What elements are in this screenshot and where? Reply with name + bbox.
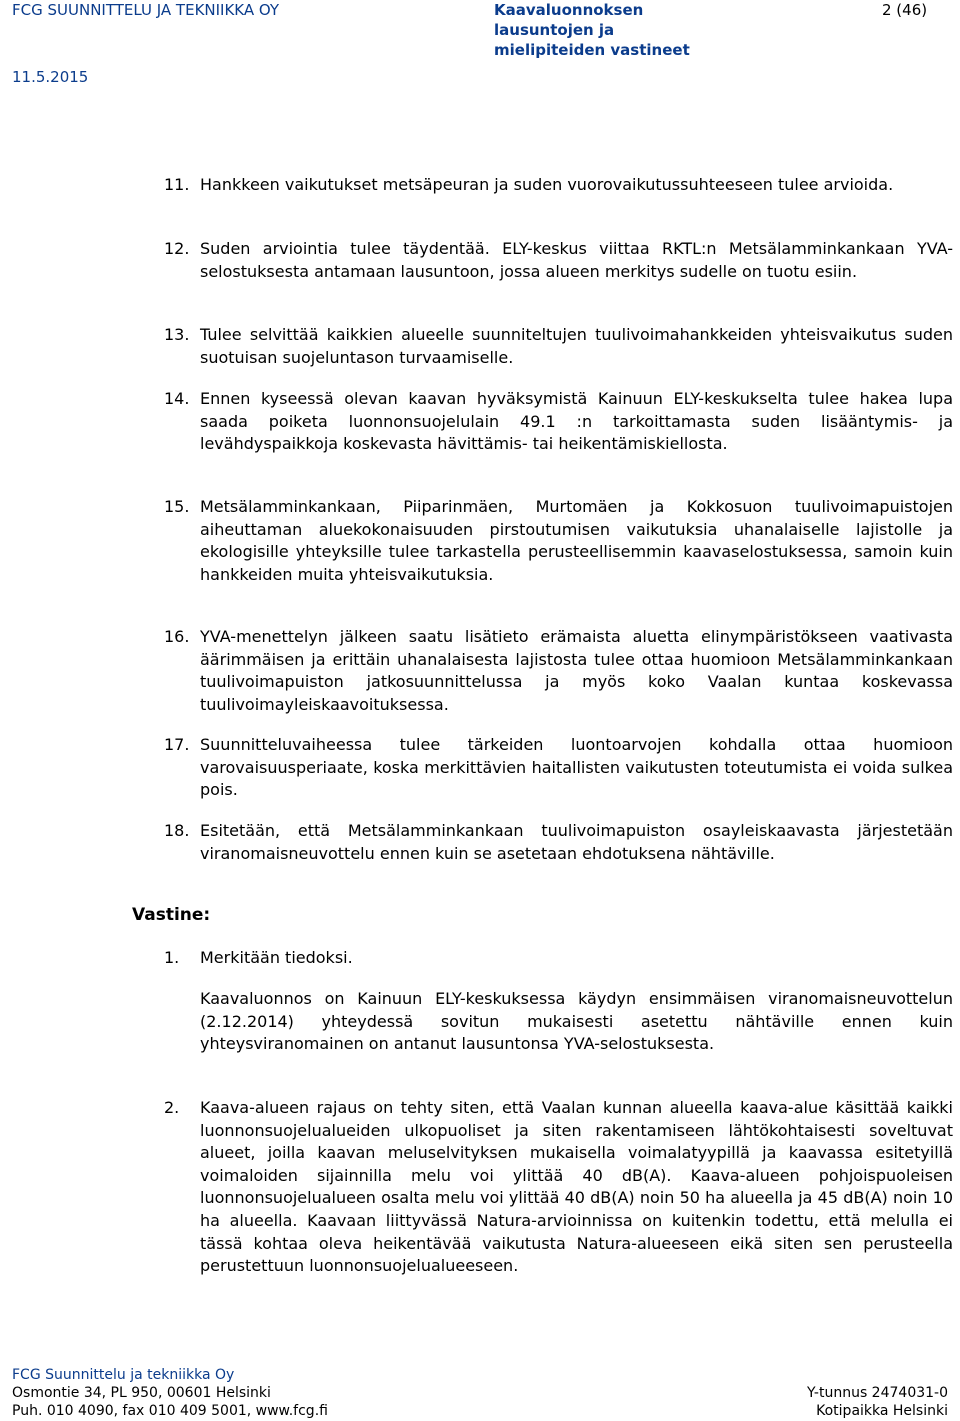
item-number	[164, 988, 200, 1056]
item-number: 16.	[164, 627, 190, 646]
header-title-line: mielipiteiden vastineet	[494, 41, 690, 59]
item-text: YVA-menettelyn jälkeen saatu lisätieto erämaista aluetta elinympäristökseen vaativasta äärimmäisen ja erittäin uhanalaisesta lajistosta tulee ottaa huomioon Metsälamminkankaan tuulivoimapuiston jatkosuunnittelussa ja myös koko Vaalan kuntaa koskevassa tuulivoimayleiskaavoituksessa.	[200, 627, 953, 714]
document-date: 11.5.2015	[12, 68, 89, 86]
list-item	[164, 496, 953, 586]
list-item	[164, 388, 953, 456]
item-text: Suden arviointia tulee täydentää. ELY-keskus viittaa RKTL:n Metsälamminkankaan YVA-selostuksesta antamaan lausuntoon, jossa alueen merkitys sudelle on tuotu esiin.	[200, 239, 953, 281]
list-item	[164, 1097, 953, 1278]
response-heading: Vastine:	[132, 905, 211, 925]
list-item	[164, 238, 953, 283]
footer-business-id: Y-tunnus 2474031-0	[807, 1385, 948, 1401]
header-title-line: Kaavaluonnoksen	[494, 1, 644, 19]
footer-domicile: Kotipaikka Helsinki	[816, 1403, 948, 1419]
item-text: Tulee selvittää kaikkien alueelle suunniteltujen tuulivoimahankkeiden yhteisvaikutus suden suotuisan suojeluntason turvaamiselle.	[200, 325, 953, 367]
header-doc-title	[494, 0, 754, 60]
item-text: Merkitään tiedoksi.	[200, 948, 353, 967]
item-text: Ennen kyseessä olevan kaavan hyväksymistä Kainuun ELY-keskukselta tulee hakea lupa saada poiketa luonnonsuojelulain 49.1 :n tarkoittamasta suden lisääntymis- ja levähdyspaikkoja koskevasta hävittämis- tai heikentämiskiellosta.	[200, 389, 953, 454]
footer-company: FCG Suunnittelu ja tekniikka Oy	[12, 1367, 235, 1383]
item-number: 15.	[164, 497, 190, 516]
item-number: 1.	[164, 948, 180, 967]
item-number: 17.	[164, 735, 190, 754]
page-footer	[12, 1366, 948, 1420]
item-number: 13.	[164, 325, 190, 344]
footer-address: Osmontie 34, PL 950, 00601 Helsinki	[12, 1385, 271, 1401]
footer-contact: Puh. 010 4090, fax 010 409 5001, www.fcg.fi	[12, 1403, 328, 1419]
list-item	[164, 174, 893, 197]
item-number: 2.	[164, 1098, 180, 1117]
list-item	[164, 626, 953, 716]
header-company: FCG SUUNNITTELU JA TEKNIIKKA OY	[12, 1, 280, 19]
list-item	[164, 734, 953, 802]
header-title-line: lausuntojen ja	[494, 21, 615, 39]
item-text: Suunnitteluvaiheessa tulee tärkeiden luontoarvojen kohdalla ottaa huomioon varovaisuusperiaate, koska merkittävien haitallisten vaikutusten toteutumista ei voida sulkea pois.	[200, 735, 953, 800]
item-number: 11.	[164, 175, 190, 194]
item-text: Kaavaluonnos on Kainuun ELY-keskuksessa käydyn ensimmäisen viranomaisneuvottelun (2.12.2014) yhteydessä sovitun mukaisesti asetettu nähtäville ennen kuin yhteysviranomainen on antanut lausuntonsa YVA-selostuksesta.	[200, 989, 953, 1054]
response-paragraph	[164, 988, 953, 1056]
item-text: Kaava-alueen rajaus on tehty siten, että Vaalan kunnan alueella kaava-alue käsittää kaikki luonnonsuojelualueiden ulkopuoliset ja siten rakentamiseen lähtökohtaisesti soveltuvat alueet, joilla kaavan meluselvityksen mukaisella voimalatyypillä ja kaavassa esitetyillä voimaloiden sijainnilla melu voi ylittää 40 dB(A). Kaava-alueen pohjoispuoleisen luonnonsuojelualueen osalta melu voi ylittää 40 dB(A) noin 50 ha alueella ja 45 dB(A) noin 10 ha alueella. Kaavaan liittyvässä Natura-arvioinnissa on kuitenkin todettu, että melulla ei tässä kohtaa oleva heikentävää vaikutusta Natura-alueeseen eikä siten sen perusteella perustettuun luonnonsuojelualueeseen.	[200, 1098, 953, 1276]
item-text: Metsälamminkankaan, Piiparinmäen, Murtomäen ja Kokkosuon tuulivoimapuistojen aiheuttaman aluekokonaisuuden pirstoutumisen vaikutuksia uhanalaiselle lajistolle ja ekologisille yhteyksille tulee tarkastella perusteellisemmin kaavaselostuksessa, samoin kuin hankkeiden muita yhteisvaikutuksia.	[200, 497, 953, 584]
item-number: 12.	[164, 239, 190, 258]
list-item	[164, 947, 353, 970]
list-item	[164, 324, 953, 369]
list-item	[164, 820, 953, 865]
item-number: 18.	[164, 821, 190, 840]
item-number: 14.	[164, 389, 190, 408]
item-text: Hankkeen vaikutukset metsäpeuran ja suden vuorovaikutussuhteeseen tulee arvioida.	[200, 175, 894, 194]
item-text: Esitetään, että Metsälamminkankaan tuulivoimapuiston osayleiskaavasta järjestetään viranomaisneuvottelu ennen kuin se asetetaan ehdotuksena nähtäville.	[200, 821, 953, 863]
page-number: 2 (46)	[882, 1, 928, 19]
